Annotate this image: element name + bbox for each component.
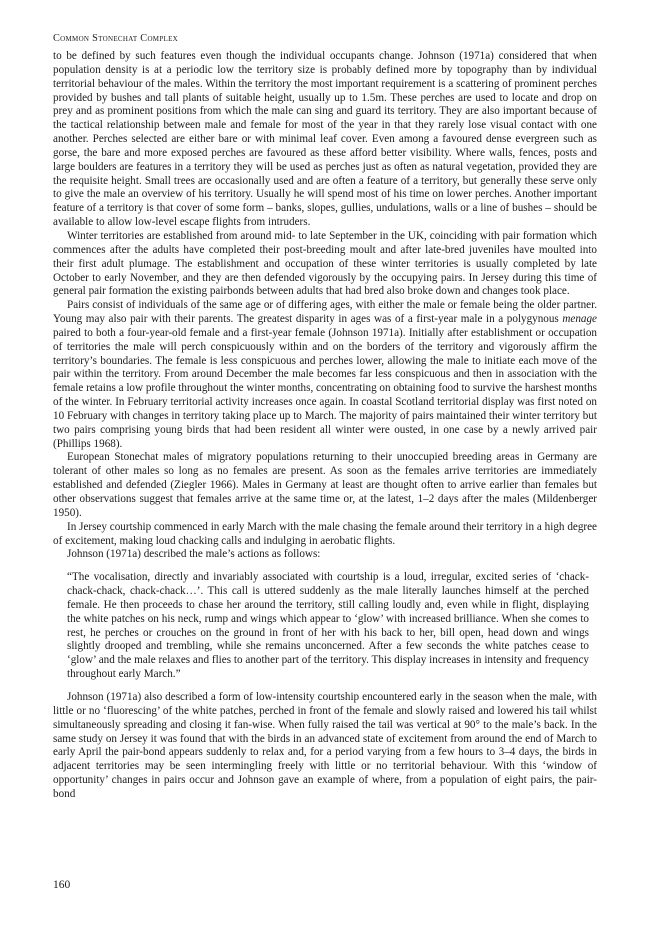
paragraph-pairs-text-a: Pairs consist of individuals of the same age or of differing ages, with either the male or female being the older partner. Young may also pair with their parents. The greatest disparity in ages was of a first-year male in a polygynous (53, 299, 597, 326)
paragraph-jersey-courtship: In Jersey courtship commenced in early March with the male chasing the female around their territory in a high degree of excitement, making loud chacking calls and indulging in aerobatic flights. (53, 520, 597, 547)
paragraph-european-stonechat: European Stonechat males of migratory populations returning to their unoccupied breeding areas in Germany are tolerant of other males so long as no females are present. As soon as the females arrive territories are immediately established and defended (Ziegler 1966). Males in Germany at least are thought often to arrive earlier than females but other observations suggest that females arrive at the same time or, at the latest, 1–2 days after the males (Mildenberger 1950). (53, 451, 597, 519)
paragraph-territory-features: to be defined by such features even though the individual occupants change. Johnson (1971a) considered that when population density is at a periodic low the territory size is probably defined more by topography than by individual territorial behaviour of the males. Within the territory the most important requirement is a scattering of prominent perches provided by bushes and tall plants of suitable height, usually up to 1.5m. These perches are used to locate and drop on prey and as prominent positions from which the male can sing and guard its territory. They are also important because of the tactical relationship between male and female for most of the year in that they rarely lose visual contact with one another. Perches selected are either bare or with minimal leaf cover. Even among a favoured dense evergreen such as gorse, the bare and more exposed perches are favoured as these afford better visibility. Where walls, fences, posts and large boulders are features in a territory they will be used as perches just as often as natural vegetation, provided they are the requisite height. Small trees are occasionally used and are often a feature of a territory, but generally these serve only to give the male an overview of his territory. Usually he will spend most of his time on lower perches. Another important feature of a territory is that cover of some form – banks, slopes, gullies, undulations, walls or a line of bushes – should be available to allow low-level escape flights from intruders. (53, 50, 597, 229)
running-head: Common Stonechat Complex (53, 33, 179, 44)
paragraph-pairs-text-b: paired to both a four-year-old female and a first-year female (Johnson 1971a). Initially after establishment or occupation of territories the male will perch conspicuously within and on the borders of the territory and vigorously affirm the territory’s boundaries. The female is less conspicuous and perches lower, allowing the male to initiate each move of the pair within the territory. From around December the male becomes far less conspicuous and then in association with the female retains a low profile throughout the winter months, concentrating on obtaining food to survive the harshest months of the winter. In February territorial activity increases once again. In coastal Scotland territorial display was first noted on 10 February with changes in territory taking place up to March. The majority of pairs maintained their winter territory but two pairs comprising young birds that had been resident all winter were ousted, in one case by a newly arrived pair (Phillips 1968). (53, 326, 597, 450)
paragraph-johnson-intro: Johnson (1971a) described the male’s actions as follows: (67, 548, 321, 561)
paragraph-low-intensity-courtship: Johnson (1971a) also described a form of low-intensity courtship encountered early in the season when the male, with little or no ‘fluorescing’ of the white patches, perched in front of the female and slowly raised and lowered his tail whilst simultaneously spreading and closing it fan-wise. When fully raised the tail was vertical at 90° to the male’s back. In the same study on Jersey it was found that with the birds in an advanced state of excitement from around the end of March to early April the pair-bond appears suddenly to relax and, for a period varying from a few hours to 3–4 days, the birds in adjacent territories may be seen intermingling freely with little or no territorial behaviour. With this ‘window of opportunity’ changes in pairs occur and Johnson gave an example of where, from a population of eight pairs, the pair-bond (53, 690, 597, 800)
paragraph-pairs (53, 299, 597, 451)
body-text (53, 50, 597, 802)
book-page (53, 32, 597, 912)
paragraph-winter-territories: Winter territories are established from around mid- to late September in the UK, coinciding with pair formation which commences after the adults have completed their post-breeding moult and after late-bred juveniles have moulted into their first adult plumage. The establishment and occupation of these winter territories is usually completed by late October to early November, and they are then defended vigorously by the occupying pairs. In Jersey during this time of general pair formation the existing pairbonds between adults that had bred also broke down and changes took place. (53, 229, 597, 298)
page-number: 160 (53, 879, 71, 891)
paragraph-pairs-italic-word: menage (562, 313, 597, 326)
block-quote: “The vocalisation, directly and invariably associated with courtship is a loud, irregular, excited series of ‘chack-chack-chack, chack-chack…’. This call is uttered suddenly as the male literally launches himself at the perched female. He then proceeds to chase her around the territory, still calling loudly and, even while in flight, displaying the white patches on his neck, rump and wings which appear to ‘glow’ with increased brilliance. When she comes to rest, he perches or crouches on the ground in front of her with his back to her, bill open, head down and wings slightly drooped and trembling, while she remains unconcerned. After a few seconds the white patches cease to ‘glow’ and the male relaxes and flies to another part of the territory. This display increases in intensity and frequency throughout early March.” (67, 571, 589, 681)
